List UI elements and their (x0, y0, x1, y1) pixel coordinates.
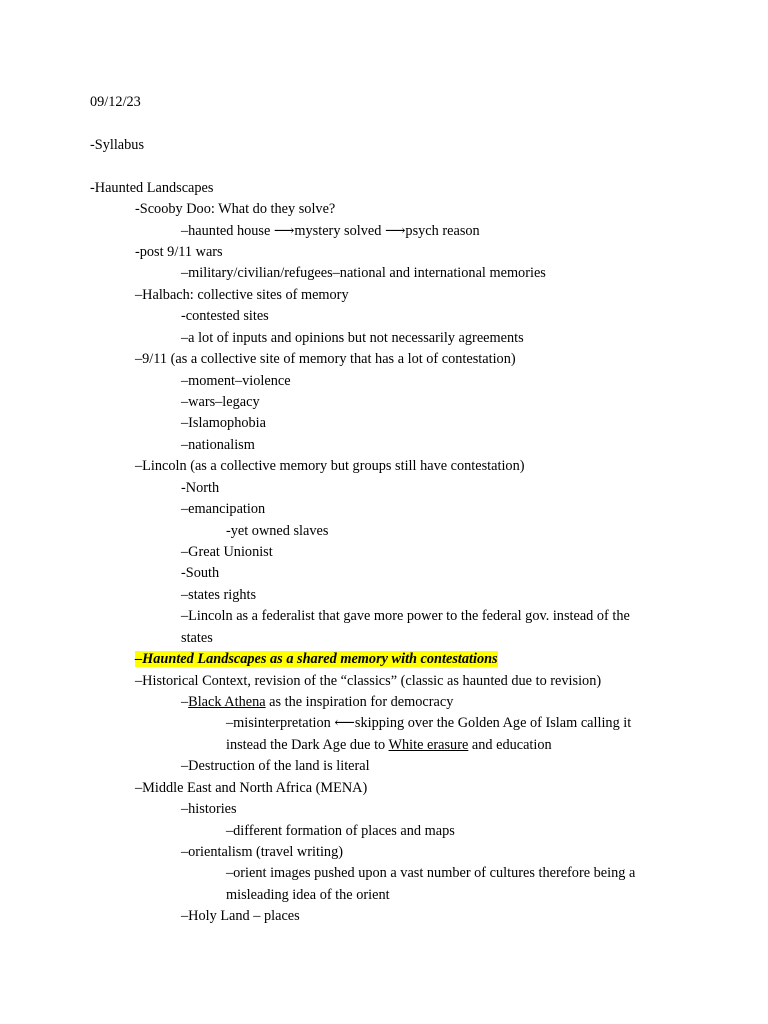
black-athena-title: Black Athena (188, 694, 266, 710)
dash: – (181, 694, 189, 710)
note-black-athena (181, 693, 453, 711)
note-formation: –different formation of places and maps (226, 823, 455, 839)
white-erasure: White erasure (388, 737, 469, 753)
note-south: -South (181, 565, 220, 581)
note-lincoln: –Lincoln (as a collective memory but groups still have contestation) (135, 458, 525, 474)
note-contested-sites: -contested sites (181, 308, 269, 324)
note-orient-images: –orient images pushed upon a vast number of cultures therefore being a (226, 865, 636, 881)
note-inputs: –a lot of inputs and opinions but not necessarily agreements (181, 330, 524, 346)
note-histories: –histories (181, 801, 237, 817)
note-wars: –wars–legacy (181, 394, 260, 410)
instead-suffix: and education (468, 737, 552, 753)
note-destruction: –Destruction of the land is literal (181, 758, 370, 774)
note-haunted-landscapes: -Haunted Landscapes (90, 180, 214, 196)
note-halbach: –Halbach: collective sites of memory (135, 287, 349, 303)
note-moment: –moment–violence (181, 373, 291, 389)
note-orientalism: –orientalism (travel writing) (181, 844, 343, 860)
note-great-unionist: –Great Unionist (181, 544, 273, 560)
note-military: –military/civilian/refugees–national and international memories (181, 265, 546, 281)
black-athena-rest: as the inspiration for democracy (265, 694, 454, 710)
note-orient-images-cont: misleading idea of the orient (226, 887, 390, 903)
note-post-911: -post 9/11 wars (135, 244, 223, 260)
note-holy-land: –Holy Land – places (181, 908, 300, 924)
note-states-rights: –states rights (181, 587, 257, 603)
note-lincoln-federalist-cont: states (181, 630, 213, 646)
note-islamophobia: –Islamophobia (181, 415, 266, 431)
note-mena: –Middle East and North Africa (MENA) (135, 780, 368, 796)
note-emancipation: –emancipation (181, 501, 266, 517)
note-911: –9/11 (as a collective site of memory that has a lot of contestation) (135, 351, 516, 367)
note-scooby-doo: -Scooby Doo: What do they solve? (135, 201, 336, 217)
note-historical-context: –Historical Context, revision of the “classics” (classic as haunted due to revision) (135, 673, 602, 689)
note-syllabus: -Syllabus (90, 137, 145, 153)
note-highlight (135, 650, 498, 668)
note-north: -North (181, 480, 220, 496)
note-misinterpretation: –misinterpretation ⟵skipping over the Golden Age of Islam calling it (226, 715, 632, 731)
highlighted-text: –Haunted Landscapes as a shared memory with contestations (135, 651, 498, 667)
note-yet-owned: -yet owned slaves (226, 523, 329, 539)
note-lincoln-federalist: –Lincoln as a federalist that gave more power to the federal gov. instead of the (181, 608, 630, 624)
note-haunted-house: –haunted house ⟶mystery solved ⟶psych reason (181, 223, 480, 239)
date: 09/12/23 (90, 94, 141, 110)
note-nationalism: –nationalism (181, 437, 255, 453)
instead-prefix: instead the Dark Age due to (226, 737, 389, 753)
note-instead (226, 736, 552, 754)
